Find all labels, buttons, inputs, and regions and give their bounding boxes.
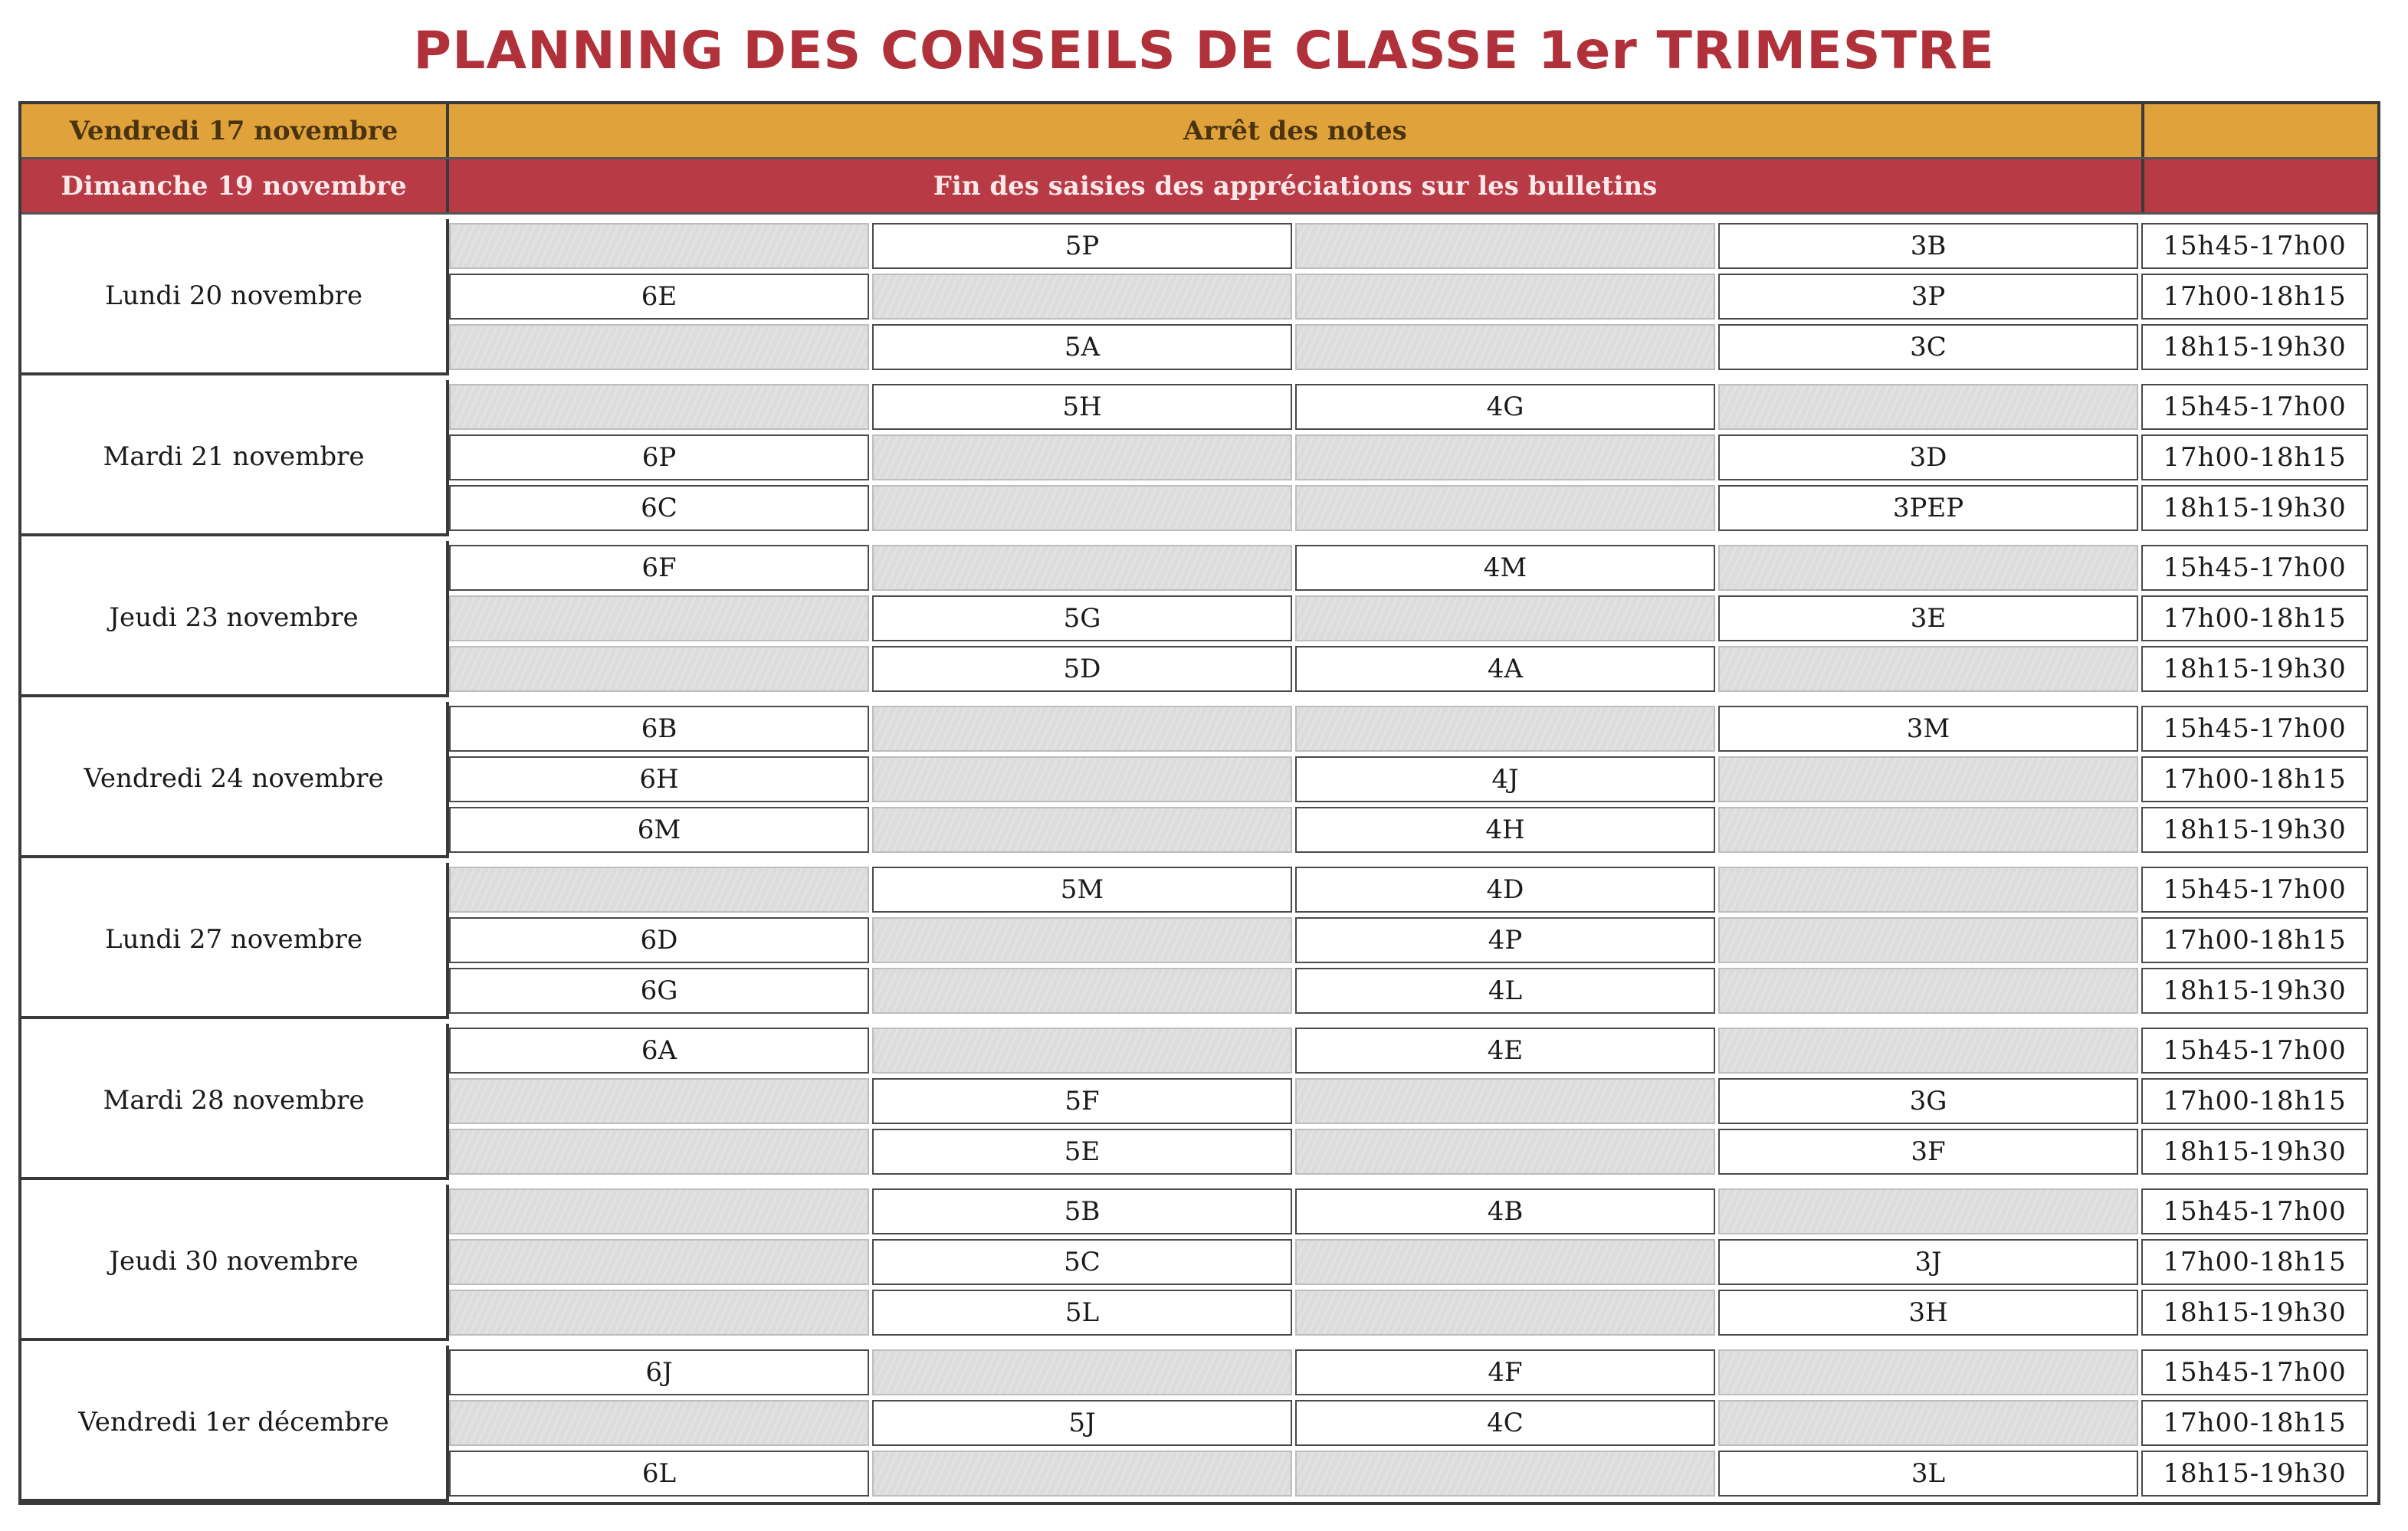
empty-cell [449, 595, 869, 641]
time-slot-row [449, 754, 2377, 805]
empty-cell [872, 756, 1292, 802]
time-slot-row [449, 382, 2377, 432]
class-cell-4e: 4J [1295, 756, 1715, 802]
empty-cell [872, 1349, 1292, 1395]
empty-cell [449, 1400, 869, 1446]
time-slot-row [449, 432, 2377, 483]
empty-cell [1295, 595, 1715, 641]
class-cell-3e: 3D [1718, 434, 2138, 480]
class-cell-5e: 5G [872, 595, 1292, 641]
class-cell-4e: 4E [1295, 1028, 1715, 1074]
day-block [21, 1346, 2377, 1506]
time-slot-row [449, 221, 2377, 271]
empty-cell [1718, 968, 2138, 1014]
class-cell-6e: 6P [449, 434, 869, 480]
time-cell: 17h00-18h15 [2141, 756, 2368, 802]
time-cell: 18h15-19h30 [2141, 324, 2368, 370]
empty-cell [449, 324, 869, 370]
class-cell-5e: 5H [872, 384, 1292, 430]
empty-cell [449, 1188, 869, 1234]
empty-cell [872, 807, 1292, 853]
time-slot-row [449, 1237, 2377, 1287]
class-cell-3e: 3E [1718, 595, 2138, 641]
class-cell-3e: 3PEP [1718, 485, 2138, 531]
time-slot-row [449, 543, 2377, 593]
time-cell: 18h15-19h30 [2141, 1290, 2368, 1336]
class-cell-6e: 6D [449, 917, 869, 963]
empty-cell [1718, 384, 2138, 430]
empty-cell [872, 545, 1292, 591]
time-cell: 17h00-18h15 [2141, 917, 2368, 963]
empty-cell [449, 646, 869, 692]
empty-cell [1718, 867, 2138, 913]
time-cell: 15h45-17h00 [2141, 867, 2368, 913]
time-cell: 15h45-17h00 [2141, 1028, 2368, 1074]
class-cell-3e: 3F [1718, 1129, 2138, 1175]
time-slot-row [449, 644, 2377, 694]
class-cell-6e: 6G [449, 968, 869, 1014]
time-slot-row [449, 1186, 2377, 1237]
class-cell-6e: 6E [449, 274, 869, 320]
empty-cell [1718, 1400, 2138, 1446]
time-cell: 15h45-17h00 [2141, 706, 2368, 752]
day-label: Lundi 20 novembre [21, 219, 449, 375]
time-cell: 18h15-19h30 [2141, 968, 2368, 1014]
class-cell-4e: 4D [1295, 867, 1715, 913]
empty-cell [449, 384, 869, 430]
banner-empty-cell [2144, 104, 2377, 157]
time-slot-row [449, 864, 2377, 915]
time-slot-row [449, 593, 2377, 644]
time-slot-row [449, 805, 2377, 855]
class-cell-3e: 3H [1718, 1290, 2138, 1336]
class-cell-6e: 6L [449, 1451, 869, 1497]
time-slot-row [449, 1076, 2377, 1126]
day-label: Lundi 27 novembre [21, 863, 449, 1019]
time-cell: 15h45-17h00 [2141, 223, 2368, 269]
banner-appreciations-deadline [21, 159, 2377, 215]
empty-cell [1295, 1451, 1715, 1497]
empty-cell [1718, 1188, 2138, 1234]
day-label: Jeudi 23 novembre [21, 541, 449, 697]
empty-cell [449, 1290, 869, 1336]
time-cell: 17h00-18h15 [2141, 274, 2368, 320]
time-cell: 17h00-18h15 [2141, 1239, 2368, 1285]
empty-cell [1718, 545, 2138, 591]
class-cell-4e: 4F [1295, 1349, 1715, 1395]
time-slot-row [449, 1025, 2377, 1076]
time-cell: 18h15-19h30 [2141, 646, 2368, 692]
time-slot-row [449, 703, 2377, 754]
class-cell-5e: 5P [872, 223, 1292, 269]
class-cell-3e: 3J [1718, 1239, 2138, 1285]
class-cell-5e: 5F [872, 1078, 1292, 1124]
class-cell-6e: 6H [449, 756, 869, 802]
empty-cell [1295, 1290, 1715, 1336]
empty-cell [872, 917, 1292, 963]
page-title: PLANNING DES CONSEILS DE CLASSE 1er TRIMESTRE [413, 21, 1995, 81]
empty-cell [1295, 1239, 1715, 1285]
empty-cell [1718, 646, 2138, 692]
time-cell: 17h00-18h15 [2141, 595, 2368, 641]
day-block [21, 541, 2377, 702]
time-slot-row [449, 965, 2377, 1016]
class-cell-4e: 4H [1295, 807, 1715, 853]
empty-cell [449, 223, 869, 269]
class-cell-5e: 5L [872, 1290, 1292, 1336]
banner-date: Vendredi 17 novembre [21, 104, 449, 157]
day-block [21, 863, 2377, 1024]
time-slot-row [449, 271, 2377, 322]
empty-cell [872, 274, 1292, 320]
time-cell: 18h15-19h30 [2141, 485, 2368, 531]
class-cell-5e: 5A [872, 324, 1292, 370]
time-cell: 17h00-18h15 [2141, 1078, 2368, 1124]
class-cell-3e: 3C [1718, 324, 2138, 370]
time-cell: 18h15-19h30 [2141, 807, 2368, 853]
class-cell-6e: 6J [449, 1349, 869, 1395]
empty-cell [1718, 1028, 2138, 1074]
class-cell-3e: 3L [1718, 1451, 2138, 1497]
day-label: Vendredi 24 novembre [21, 702, 449, 858]
empty-cell [1295, 274, 1715, 320]
class-cell-3e: 3G [1718, 1078, 2138, 1124]
empty-cell [449, 1129, 869, 1175]
time-slot-row [449, 483, 2377, 533]
time-slot-row [449, 322, 2377, 372]
empty-cell [872, 706, 1292, 752]
day-label: Mardi 21 novembre [21, 380, 449, 536]
empty-cell [1295, 485, 1715, 531]
time-cell: 15h45-17h00 [2141, 1349, 2368, 1395]
class-cell-6e: 6F [449, 545, 869, 591]
empty-cell [872, 968, 1292, 1014]
class-cell-4e: 4A [1295, 646, 1715, 692]
time-cell: 15h45-17h00 [2141, 384, 2368, 430]
schedule-table [18, 101, 2380, 1505]
empty-cell [449, 1078, 869, 1124]
class-cell-4e: 4P [1295, 917, 1715, 963]
empty-cell [1718, 1349, 2138, 1395]
empty-cell [1295, 223, 1715, 269]
day-label: Vendredi 1er décembre [21, 1346, 449, 1502]
class-cell-6e: 6M [449, 807, 869, 853]
empty-cell [449, 1239, 869, 1285]
day-label: Mardi 28 novembre [21, 1024, 449, 1180]
banner-notes-deadline [21, 104, 2377, 159]
empty-cell [1295, 324, 1715, 370]
empty-cell [1295, 1129, 1715, 1175]
empty-cell [1295, 706, 1715, 752]
time-slot-row [449, 1126, 2377, 1177]
time-cell: 17h00-18h15 [2141, 1400, 2368, 1446]
banner-label: Arrêt des notes [449, 104, 2144, 157]
empty-cell [1295, 434, 1715, 480]
empty-cell [1718, 917, 2138, 963]
time-slot-row [449, 1287, 2377, 1338]
class-cell-5e: 5J [872, 1400, 1292, 1446]
class-cell-4e: 4G [1295, 384, 1715, 430]
class-cell-3e: 3B [1718, 223, 2138, 269]
day-block [21, 1024, 2377, 1185]
class-cell-5e: 5D [872, 646, 1292, 692]
class-cell-6e: 6B [449, 706, 869, 752]
time-cell: 15h45-17h00 [2141, 545, 2368, 591]
day-block [21, 1185, 2377, 1346]
time-cell: 18h15-19h30 [2141, 1451, 2368, 1497]
time-slot-row [449, 1448, 2377, 1499]
class-cell-4e: 4C [1295, 1400, 1715, 1446]
class-cell-5e: 5C [872, 1239, 1292, 1285]
time-slot-row [449, 1347, 2377, 1398]
banner-date: Dimanche 19 novembre [21, 159, 449, 212]
time-cell: 18h15-19h30 [2141, 1129, 2368, 1175]
empty-cell [872, 434, 1292, 480]
empty-cell [872, 485, 1292, 531]
day-block [21, 219, 2377, 380]
class-cell-6e: 6C [449, 485, 869, 531]
day-block [21, 380, 2377, 541]
empty-cell [872, 1028, 1292, 1074]
empty-cell [872, 1451, 1292, 1497]
day-block [21, 702, 2377, 863]
class-cell-5e: 5E [872, 1129, 1292, 1175]
class-cell-4e: 4L [1295, 968, 1715, 1014]
class-cell-6e: 6A [449, 1028, 869, 1074]
banner-empty-cell [2144, 159, 2377, 212]
empty-cell [449, 867, 869, 913]
empty-cell [1718, 807, 2138, 853]
class-cell-4e: 4M [1295, 545, 1715, 591]
empty-cell [1295, 1078, 1715, 1124]
time-slot-row [449, 915, 2377, 965]
class-cell-5e: 5B [872, 1188, 1292, 1234]
class-cell-3e: 3P [1718, 274, 2138, 320]
empty-cell [1718, 756, 2138, 802]
time-slot-row [449, 1398, 2377, 1448]
class-cell-5e: 5M [872, 867, 1292, 913]
time-cell: 17h00-18h15 [2141, 434, 2368, 480]
class-cell-4e: 4B [1295, 1188, 1715, 1234]
time-cell: 15h45-17h00 [2141, 1188, 2368, 1234]
banner-label: Fin des saisies des appréciations sur les bulletins [449, 159, 2144, 212]
day-label: Jeudi 30 novembre [21, 1185, 449, 1341]
class-cell-3e: 3M [1718, 706, 2138, 752]
